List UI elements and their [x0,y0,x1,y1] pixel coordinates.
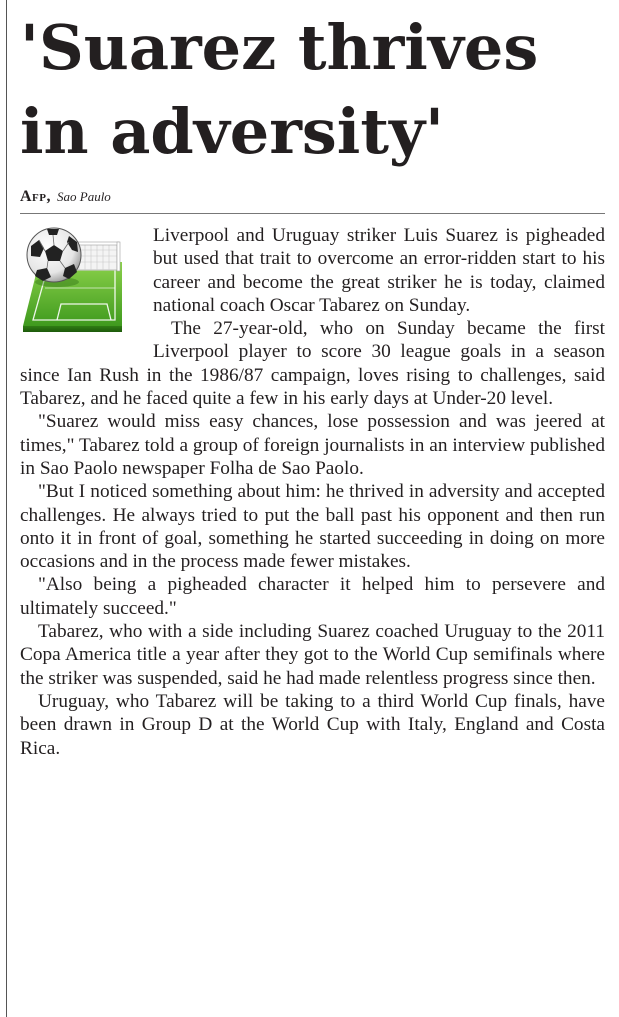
byline-place: Sao Paulo [57,189,111,204]
paragraph-5: "Also being a pigheaded character it helped him to persevere and ultimately succeed." [20,574,605,619]
article [20,6,605,760]
paragraph-1: Liverpool and Uruguay striker Luis Suarez is pigheaded but used that trait to overcome an error-ridden start to his career and become the great striker he is today, claimed national coach Oscar Tabarez on Sunday. [153,225,605,316]
paragraph-6: Tabarez, who with a side including Suarez coached Uruguay to the 2011 Copa America title a year after they got to the World Cup semifinals where the striker was suspended, said he had made relentless progress since then. [20,621,605,689]
article-body [20,224,605,760]
soccer-ball-goal-field-icon [17,226,127,341]
paragraph-4: "But I noticed something about him: he thrived in adversity and accepted challenges. He always tried to put the ball past his opponent and then run onto it in front of goal, something he started succeeding in doing on more occasions and in the process made fewer mistakes. [20,481,605,573]
paragraph-2: The 27-year-old, who on Sunday became the first Liverpool player to score 30 league goals in a season since Ian Rush in the 1986/87 campaign, loves rising to challenges, said Tabarez, and he faced quite a few in his early days at Under-20 level. [20,318,605,410]
column-rule [6,0,7,1017]
paragraph-7: Uruguay, who Tabarez will be taking to a third World Cup finals, have been drawn in Group D at the World Cup with Italy, England and Costa Rica. [20,690,605,759]
byline [20,188,605,214]
headline-line-1: 'Suarez thrives [20,11,539,84]
headline [20,6,605,174]
headline-line-2: in adversity' [20,95,444,168]
byline-agency: Afp, [20,188,51,205]
paragraph-3: "Suarez would miss easy chances, lose possession and was jeered at times," Tabarez told a group of foreign journalists in an interview published in Sao Paolo newspaper Folha de Sao Paolo. [20,411,605,479]
